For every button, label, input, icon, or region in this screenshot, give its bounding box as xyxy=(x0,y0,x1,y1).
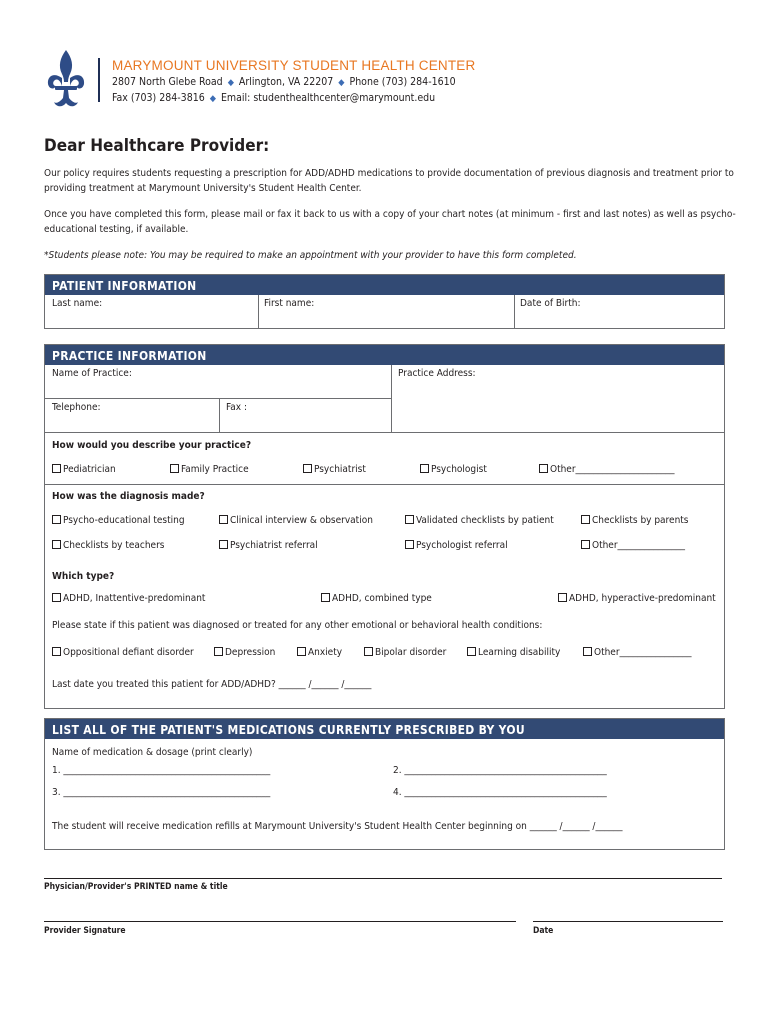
practice-address-field[interactable]: Practice Address: xyxy=(398,368,476,379)
other-conditions-question: Please state if this patient was diagnosed or treated for any other emotional or behavioral health conditions: xyxy=(52,620,543,631)
checkbox-icon[interactable] xyxy=(539,464,548,473)
checkbox-icon[interactable] xyxy=(170,464,179,473)
section-header: PATIENT INFORMATION xyxy=(45,275,724,295)
patient-information-section xyxy=(44,274,725,329)
checkbox-icon[interactable] xyxy=(467,647,476,656)
checkbox-checklists-parents[interactable]: Checklists by parents xyxy=(581,515,688,526)
checkbox-bipolar[interactable]: Bipolar disorder xyxy=(364,647,446,658)
checkbox-psychologist-referral[interactable]: Psychologist referral xyxy=(405,540,508,551)
checkbox-psychologist[interactable]: Psychologist xyxy=(420,464,487,475)
divider xyxy=(258,295,259,329)
diagnosis-question: How was the diagnosis made? xyxy=(52,491,205,502)
checkbox-depression[interactable]: Depression xyxy=(214,647,275,658)
medication-line-3[interactable]: 3. ______________________________________________ xyxy=(52,787,271,798)
type-question: Which type? xyxy=(52,571,115,582)
section-header: PRACTICE INFORMATION xyxy=(45,345,724,365)
date-label: Date xyxy=(533,926,554,936)
checkbox-icon[interactable] xyxy=(52,515,61,524)
medication-line-2[interactable]: 2. _____________________________________________ xyxy=(393,765,607,776)
checkbox-icon[interactable] xyxy=(52,647,61,656)
last-name-field[interactable]: Last name: xyxy=(52,298,103,309)
phone: Phone (703) 284-1610 xyxy=(349,76,456,88)
student-note: *Students please note: You may be required to make an appointment with your provider to have this form completed. xyxy=(44,250,577,261)
checkbox-icon[interactable] xyxy=(52,464,61,473)
diamond-icon: ◆ xyxy=(227,78,234,88)
checkbox-checklists-teachers[interactable]: Checklists by teachers xyxy=(52,540,164,551)
contact-line xyxy=(112,92,435,104)
checkbox-icon[interactable] xyxy=(219,515,228,524)
printed-name-label: Physician/Provider's PRINTED name & title xyxy=(44,882,228,892)
medication-line-4[interactable]: 4. _____________________________________________ xyxy=(393,787,607,798)
greeting: Dear Healthcare Provider: xyxy=(44,136,270,156)
checkbox-family-practice[interactable]: Family Practice xyxy=(170,464,249,475)
checkbox-icon[interactable] xyxy=(52,593,61,602)
checkbox-icon[interactable] xyxy=(297,647,306,656)
checkbox-icon[interactable] xyxy=(321,593,330,602)
city-state: Arlington, VA 22207 xyxy=(238,76,334,88)
date-line[interactable] xyxy=(533,921,723,922)
checkbox-inattentive[interactable]: ADHD, Inattentive-predominant xyxy=(52,593,205,604)
signature-line[interactable] xyxy=(44,921,516,922)
checkbox-icon[interactable] xyxy=(581,515,590,524)
address-line xyxy=(112,76,456,88)
checkbox-icon[interactable] xyxy=(583,647,592,656)
checkbox-icon[interactable] xyxy=(219,540,228,549)
practice-name-field[interactable]: Name of Practice: xyxy=(52,368,132,379)
checkbox-clinical-interview[interactable]: Clinical interview & observation xyxy=(219,515,373,526)
checkbox-psychiatrist-referral[interactable]: Psychiatrist referral xyxy=(219,540,318,551)
checkbox-icon[interactable] xyxy=(214,647,223,656)
instructions-paragraph: Once you have completed this form, please mail or fax it back to us with a copy of your chart notes (at minimum - first and last notes) as well as psycho-educational testing, if available. xyxy=(44,209,736,235)
policy-paragraph: Our policy requires students requesting a prescription for ADD/ADHD medications to provide documentation of previous diagnosis and treatment prior to providing treatment at Marymount University's Student Health Center. xyxy=(44,168,734,194)
checkbox-hyperactive[interactable]: ADHD, hyperactive-predominant xyxy=(558,593,716,604)
checkbox-other-diagnosis[interactable]: Other_______________ xyxy=(581,540,685,551)
dob-field[interactable]: Date of Birth: xyxy=(520,298,581,309)
checkbox-icon[interactable] xyxy=(303,464,312,473)
checkbox-combined[interactable]: ADHD, combined type xyxy=(321,593,432,604)
divider xyxy=(514,295,515,329)
checkbox-icon[interactable] xyxy=(581,540,590,549)
medication-line-1[interactable]: 1. ______________________________________________ xyxy=(52,765,271,776)
fax: Fax (703) 284-3816 xyxy=(112,92,205,104)
checkbox-icon[interactable] xyxy=(405,515,414,524)
divider xyxy=(219,398,220,432)
checkbox-learning-disability[interactable]: Learning disability xyxy=(467,647,560,658)
checkbox-icon[interactable] xyxy=(405,540,414,549)
street-address: 2807 North Glebe Road xyxy=(112,76,223,88)
checkbox-icon[interactable] xyxy=(558,593,567,602)
checkbox-oppositional-defiant[interactable]: Oppositional defiant disorder xyxy=(52,647,194,658)
checkbox-validated-checklists[interactable]: Validated checklists by patient xyxy=(405,515,554,526)
divider xyxy=(45,484,724,485)
last-treatment-date-field[interactable]: Last date you treated this patient for ADD/ADHD? ______ /______ /______ xyxy=(52,679,372,690)
refill-start-field[interactable]: The student will receive medication refills at Marymount University's Student Health Center beginning on ______ /______ /______ xyxy=(52,821,623,832)
signature-label: Provider Signature xyxy=(44,926,126,936)
medication-label: Name of medication & dosage (print clearly) xyxy=(52,747,253,758)
section-header: LIST ALL OF THE PATIENT'S MEDICATIONS CURRENTLY PRESCRIBED BY YOU xyxy=(45,719,724,739)
diamond-icon: ◆ xyxy=(338,78,345,88)
fleur-de-lis-logo xyxy=(46,48,86,110)
header-divider xyxy=(98,58,100,102)
divider xyxy=(45,432,724,433)
telephone-field[interactable]: Telephone: xyxy=(52,402,101,413)
checkbox-anxiety[interactable]: Anxiety xyxy=(297,647,342,658)
medications-section xyxy=(44,718,725,850)
practice-information-section xyxy=(44,344,725,709)
organization-name: MARYMOUNT UNIVERSITY STUDENT HEALTH CENTER xyxy=(112,58,476,73)
checkbox-pediatrician[interactable]: Pediatrician xyxy=(52,464,116,475)
first-name-field[interactable]: First name: xyxy=(264,298,315,309)
diamond-icon: ◆ xyxy=(209,94,216,104)
checkbox-other-condition[interactable]: Other________________ xyxy=(583,647,692,658)
checkbox-icon[interactable] xyxy=(52,540,61,549)
checkbox-psychiatrist[interactable]: Psychiatrist xyxy=(303,464,366,475)
email: Email: studenthealthcenter@marymount.edu xyxy=(220,92,436,104)
fax-field[interactable]: Fax : xyxy=(226,402,247,413)
checkbox-other-practice[interactable]: Other______________________ xyxy=(539,464,674,475)
practice-type-question: How would you describe your practice? xyxy=(52,440,252,451)
printed-name-line[interactable] xyxy=(44,878,722,879)
checkbox-icon[interactable] xyxy=(420,464,429,473)
checkbox-psycho-educational-testing[interactable]: Psycho-educational testing xyxy=(52,515,185,526)
checkbox-icon[interactable] xyxy=(364,647,373,656)
